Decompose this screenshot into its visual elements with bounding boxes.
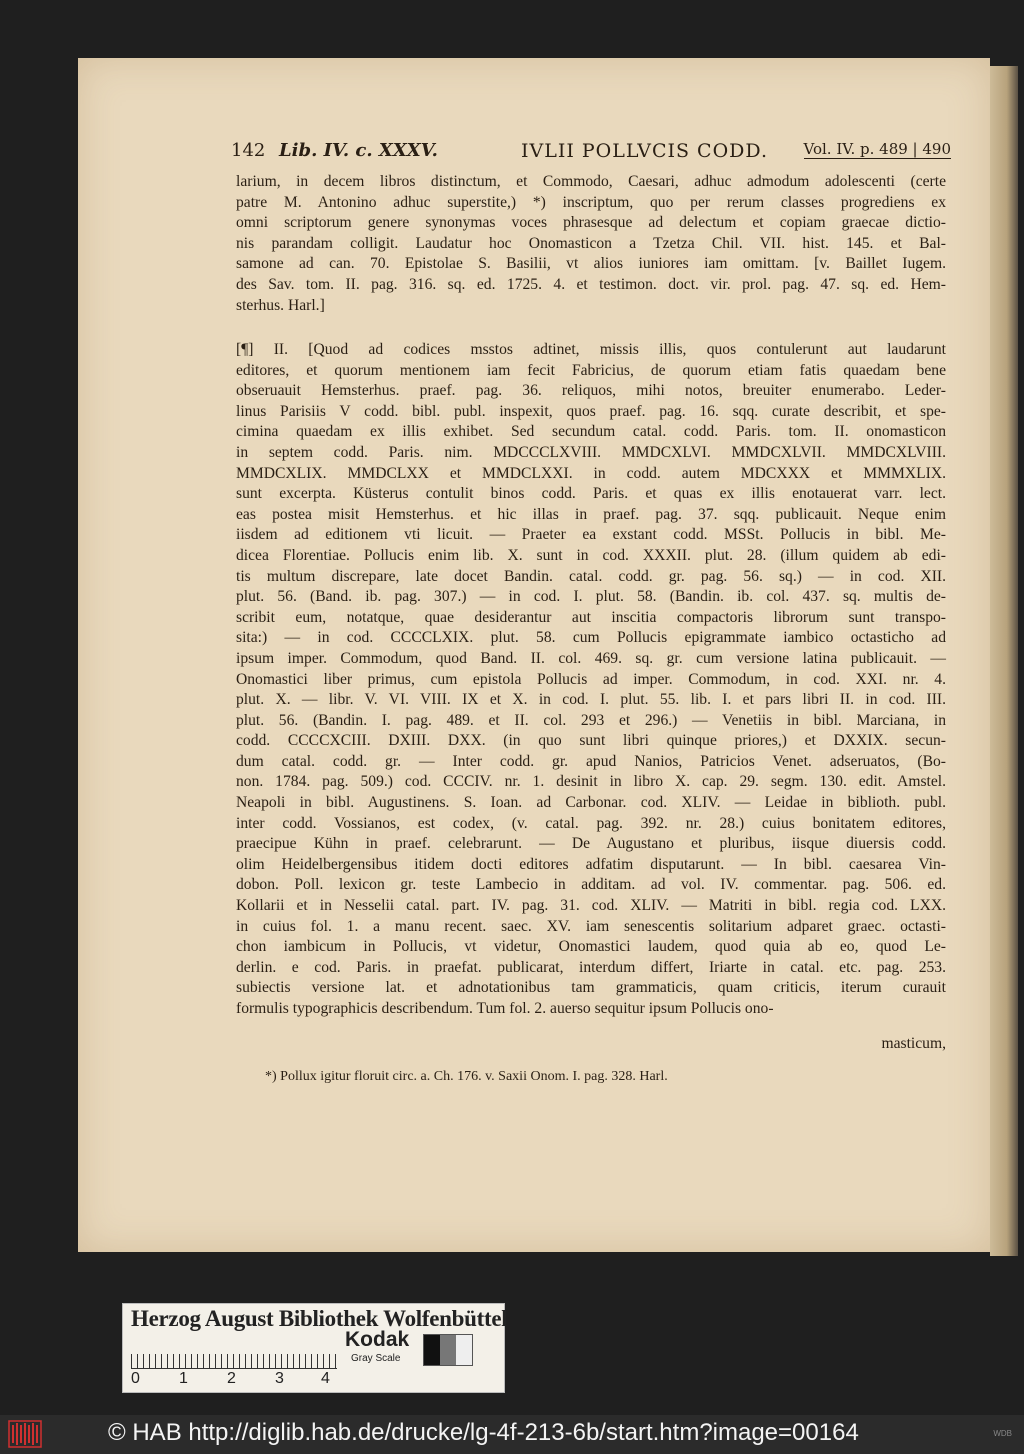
text-line: linus Parisiis V codd. bibl. publ. inspexit, quos praef. pag. 16. sqq. curate describit, et spe- [236,402,946,420]
footnote [265,1068,975,1086]
ruler-number: 3 [275,1370,284,1387]
text-line: sita:) — in cod. CCCCLXIX. plut. 58. cum Pollucis epigrammate iambico octasticho ad [236,629,946,647]
text-line: chon iambicum in Pollucis, vt videtur, Onomastici laudem, quod quia ab eo, quod Le- [236,938,946,956]
kodak-brand: Kodak [345,1328,410,1351]
footnote-text: *) Pollux igitur floruit circ. a. Ch. 176. v. Saxii Onom. I. pag. 328. Harl. [265,1069,668,1084]
text-line: Neapoli in bibl. Augustinens. S. Ioan. ad Carbonar. cod. XLIV. — Leidae in biblioth. publ. [236,794,946,812]
text-line: non. 1784. pag. 509.) cod. CCCIV. nr. 1. desinit in libro X. cap. 29. segm. 130. edit. Amstel. [236,773,946,791]
footer-bar [0,1415,1024,1454]
gray-scale-label: Gray Scale [351,1353,401,1364]
text-line: sterhus. Harl.] [236,296,325,314]
text-line: praecipue Kühn in praef. celebrarunt. — De Augustano et pluribus, iisque diuersis codd. [236,835,946,853]
copyright-url-link[interactable]: © HAB http://diglib.hab.de/drucke/lg-4f-213-6b/start.htm?image=00164 [108,1419,859,1446]
ruler-number: 0 [131,1370,140,1387]
catchword: masticum, [881,1035,946,1052]
ruler-number: 4 [321,1370,330,1387]
text-line: in septem codd. Paris. nim. MDCCCLXVIII. MMDCXLVI. MMDCXLVII. MMDCXLVIII. [236,443,946,461]
page-number: 142 [231,140,266,161]
library-name: Herzog August Bibliothek Wolfenbüttel [131,1306,508,1331]
text-line: MMDCXLIX. MMDCLXX et MMDCLXXI. in codd. autem MDCXXX et MMMXLIX. [236,464,946,482]
paragraph-1 [236,172,946,316]
scale-ruler [131,1340,337,1369]
text-line: olim Heidelbergensibus itidem docti editores adfatim disputarunt. — In bibl. caesarea Vin- [236,855,946,873]
text-line: scribit eum, notatque, quae desiderantur aut inscitia compactoris librorum sunt transpo- [236,608,946,626]
gray-scale-swatch [423,1334,473,1366]
text-line: Onomastici liber primus, cum epistola Pollucis ad imper. Commodum, in cod. XXI. nr. 4. [236,670,946,688]
text-line: inter codd. Vossianos, est codex, (v. catal. pag. 392. nr. 28.) cuius bonitatem editores, [236,814,946,832]
text-line: ipsum imper. Commodum, quod Band. II. col. 469. sq. gr. cum versione latina publicauit. — [236,649,946,667]
text-line: sunt excerpta. Küsterus contulit binos codd. Paris. et quas ex illis enotauerat varr. lect. [236,485,946,503]
hab-logo-icon [8,1419,42,1449]
text-line: eas postea misit Hemsterhus. et hic illas in praef. pag. 37. sqq. publicauit. Neque enim [236,505,946,523]
text-line: cimina quaedam ex illis exhibet. Sed secundum catal. codd. Paris. tom. II. onomasticon [236,423,946,441]
text-line: dum catal. codd. gr. — Inter codd. gr. apud Nanios, Patricios Venet. adseruatos, (Bo- [236,752,946,770]
text-line: subiectis versione lat. et adnotationibus tam grammaticis, quam criticis, iterum curauit [236,979,946,997]
text-line: codd. CCCCXCIII. DXIII. DXX. (in quo sunt libri quinque priores,) et DXXIX. secun- [236,732,946,750]
text-line: editores, et quorum mentionem iam fecit Fabricius, de quorum etiam fatis quaedam bene [236,361,946,379]
text-line: tis multum discrepare, late docet Bandin. catal. codd. gr. pag. 56. sq.) — in cod. XII. [236,567,946,585]
text-line: nis parandam colligit. Laudatur hoc Onomasticon a Tzetza Chil. VII. hist. 145. et Bal- [236,234,946,252]
running-title: IVLII POLLVCIS CODD. [521,140,768,162]
text-line: in cuius fol. 1. a manu recent. saec. XV. iam senescentis solitarium adparet graec. octasti- [236,917,946,935]
chapter-reference: Lib. IV. c. XXXV. [279,140,438,161]
text-line: obseruauit Hemsterhus. praef. pag. 36. reliquos, mihi notos, breuiter enumerabo. Leder- [236,382,946,400]
wdb-mark: WDB [993,1429,1012,1438]
text-line: plut. 56. (Bandin. I. pag. 489. et II. col. 293 et 296.) — Venetiis in bibl. Marciana, in [236,711,946,729]
ruler-number: 1 [179,1370,188,1387]
text-line: [¶] II. [Quod ad codices msstos adtinet, missis illis, quos contulerunt aut laudarunt [236,341,946,358]
text-line: formulis typographicis describendum. Tum fol. 2. auerso sequitur ipsum Pollucis ono- [236,1000,774,1017]
text-line: des Sav. tom. II. pag. 316. sq. ed. 1725. 4. et testimon. doct. vir. prol. pag. 47. sq. ed. Hem- [236,275,946,293]
text-line: derlin. e cod. Paris. in praefat. publicarat, interdum differt, Iriarte in catal. etc. pag. 253. [236,958,946,976]
page-edge [990,66,1018,1256]
paragraph-2 [236,340,946,1020]
text-line: iisdem ad editionem vti licuit. — Praeter ea exstant codd. MSSt. Pollucis in bibl. Me- [236,526,946,544]
text-line: omni scriptorum genere synonymas voces phrasesque ad delectum et copiam graecae dictio- [236,214,946,232]
text-line: larium, in decem libros distinctum, et Commodo, Caesari, adhuc admodum adolescenti (certe [236,173,946,190]
text-line: dicea Florentiae. Pollucis enim lib. X. sunt in cod. XXXII. plut. 28. (illum quidem ab edi- [236,546,946,564]
library-color-card [122,1303,508,1393]
text-line: plut. X. — libr. V. VI. VIII. IX et X. in cod. I. plut. 55. lib. I. et pars libri II. in cod. III. [236,691,946,709]
running-header [231,140,951,166]
text-line: plut. 56. (Band. ib. pag. 307.) — in cod. I. plut. 58. (Bandin. ib. col. 437. sq. multis de- [236,588,946,606]
text-line: dobon. Poll. lexicon gr. teste Lambecio in additam. ad vol. IV. commentar. pag. 506. ed. [236,876,946,894]
text-line: samone ad can. 70. Epistolae S. Basilii, vt alios iuniores iam omittam. [v. Baillet Iugem. [236,255,946,273]
ruler-number: 2 [227,1370,236,1387]
text-line: Kollarii et in Nesselii catal. part. IV. pag. 31. cod. XLIV. — Matriti in bibl. regia cod. LXX. [236,897,946,915]
volume-reference: Vol. IV. p. 489 | 490 [803,140,951,158]
text-line: patre M. Antonino adhuc superstite,) *) inscriptum, quo per rerum classes progrediens ex [236,193,946,211]
